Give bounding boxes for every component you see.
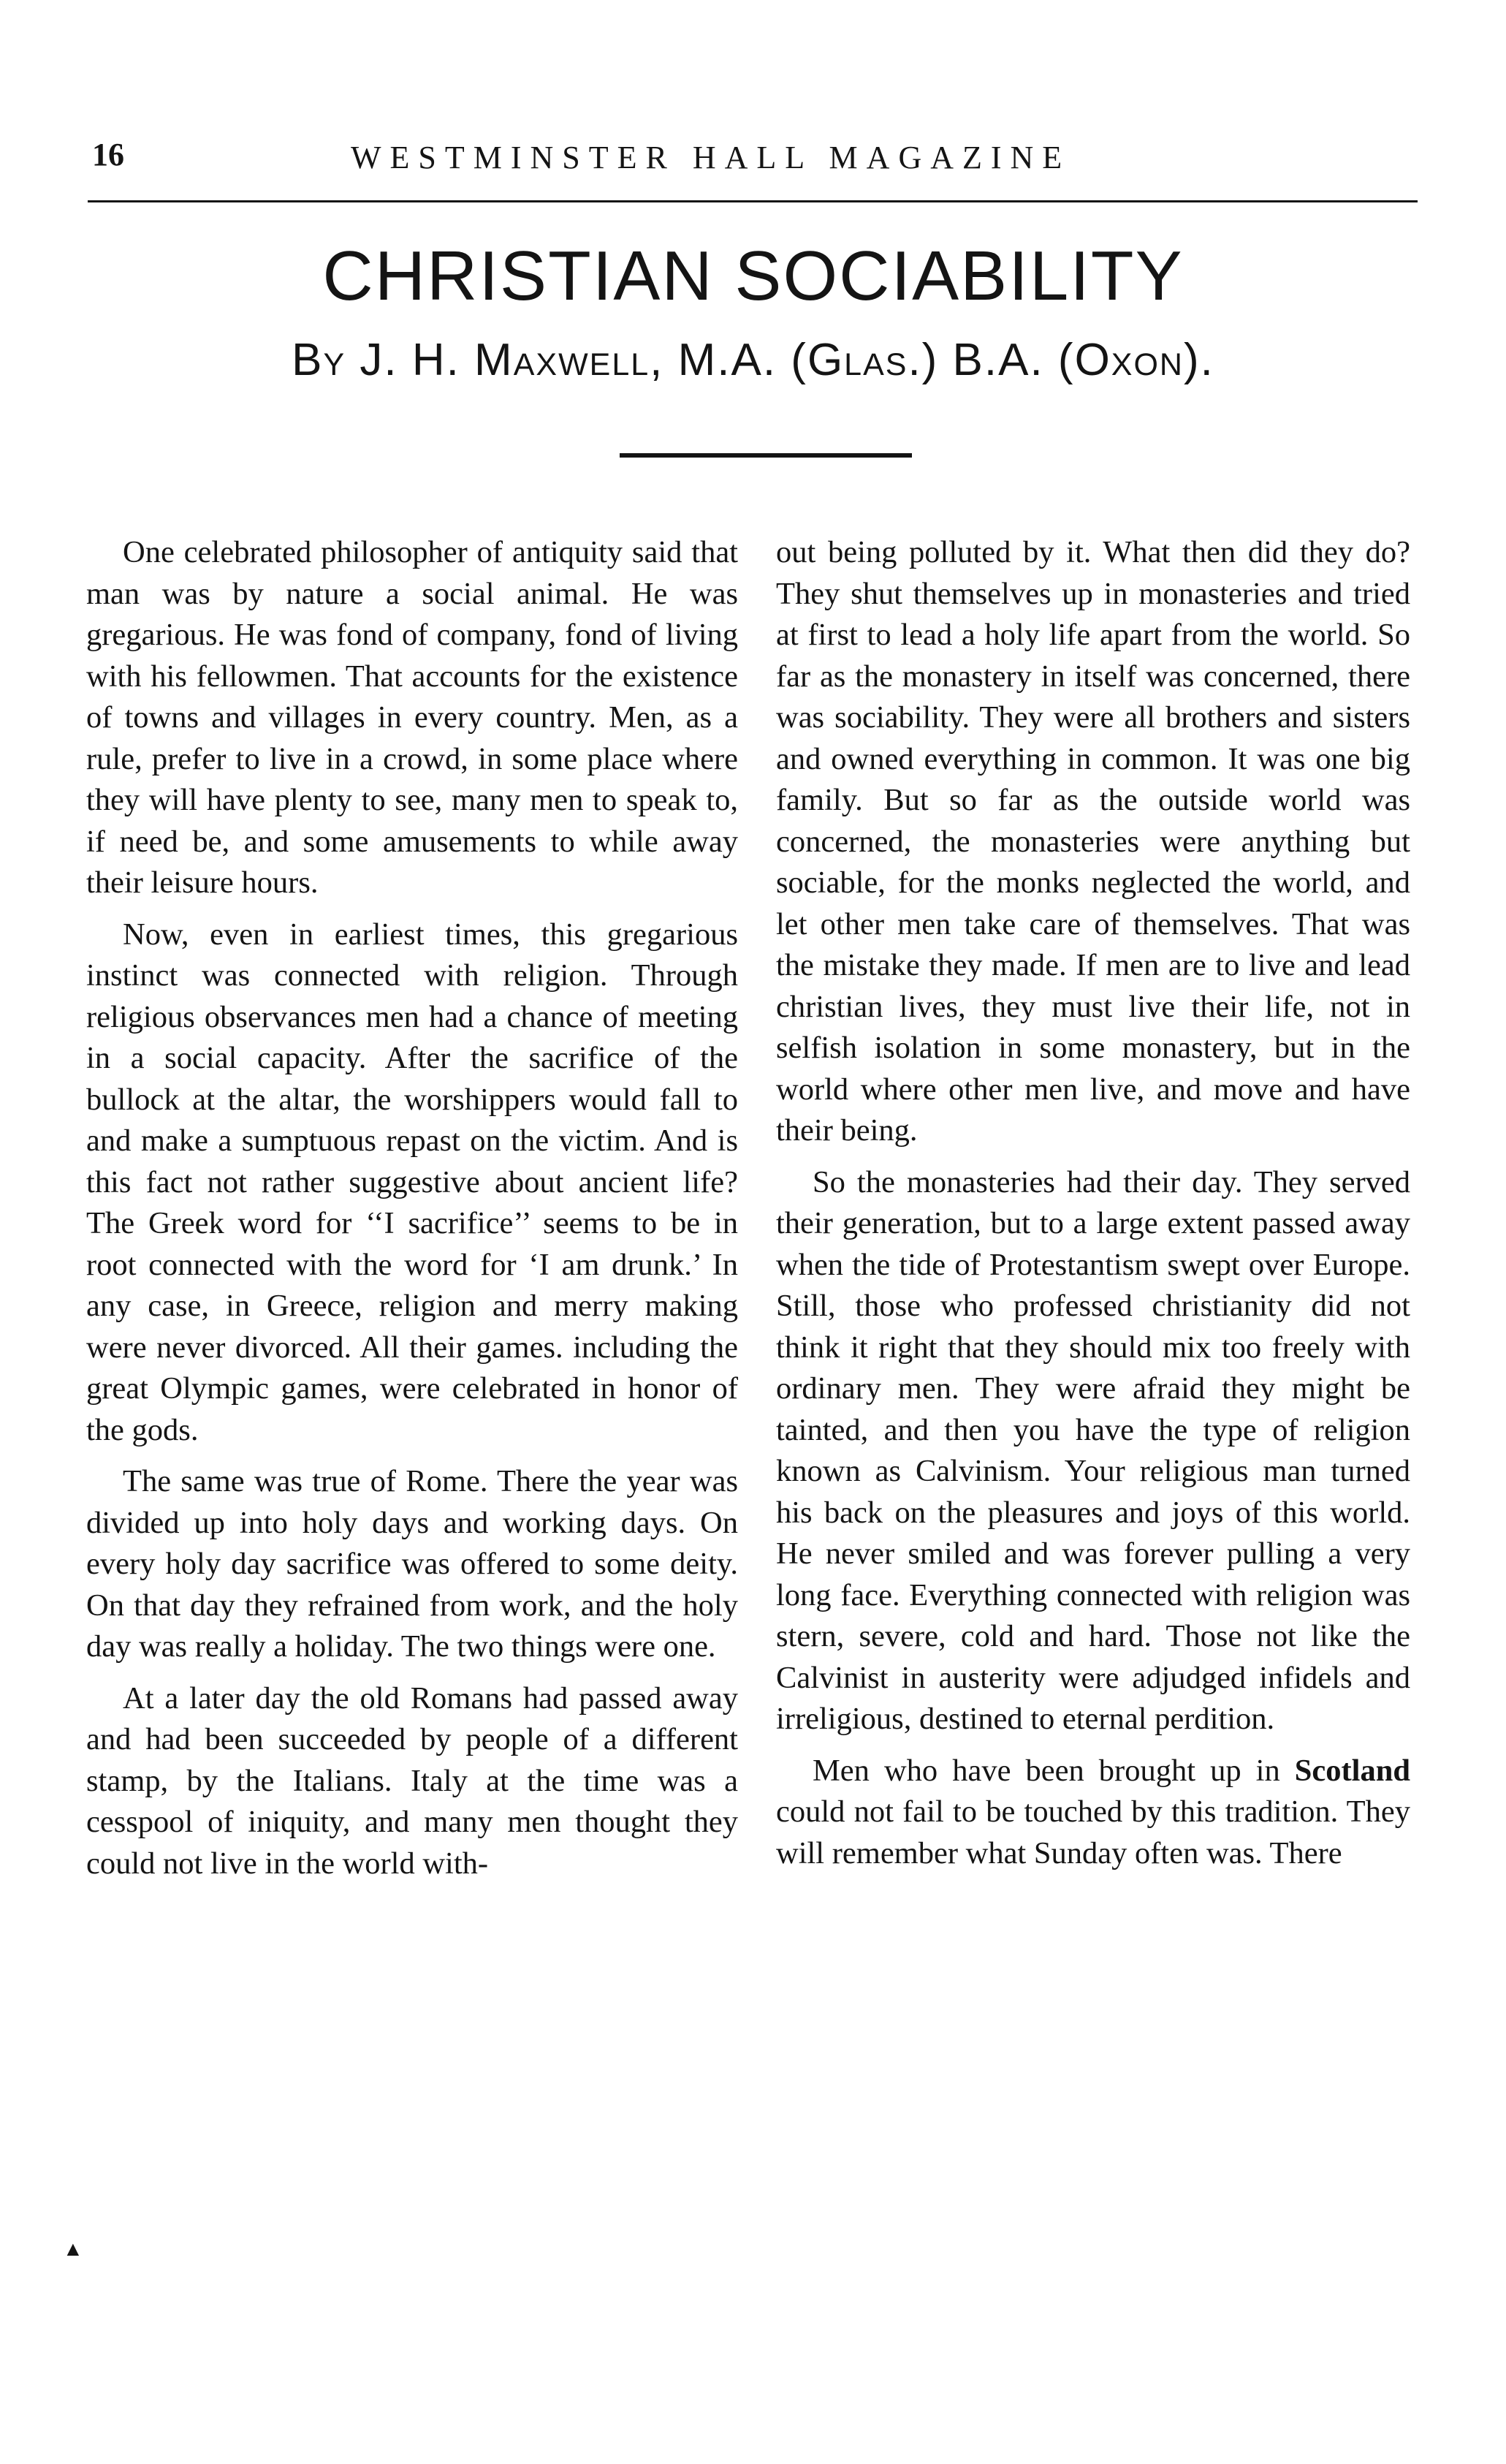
paragraph-text: could not fail to be touched by this tradition. They will remember what Sunday often was. There [776,1794,1410,1870]
paragraph: Now, even in earliest times, this gregarious instinct was connected with religion. Through religious observances men had a chance of meeting in a social capacity. After the sacrifice of the bullock at the altar, the worshippers would fall to and make a sumptuous repast on the victim. And is this fact not rather suggestive about ancient life? The Greek word for ‘‘I sacrifice’’ seems to be in root connected with the word for ‘I am drunk.’ In any case, in Greece, religion and merry making were never divorced. All their games. including the great Olympic games, were celebrated in honor of the gods. [86,917,738,1447]
paragraph: One celebrated philosopher of antiquity said that man was by nature a social animal. He was gregarious. He was fond of company, fond of living with his fellowmen. That accounts for the existence of towns and villages in every country. Men, as a rule, prefer to live in a crowd, in some place where they will have plenty to see, many men to speak to, if need be, and some amusements to while away their leisure hours. [86,535,738,900]
title-rule [620,453,912,458]
paragraph: So the monasteries had their day. They served their generation, but to a large extent passed away when the tide of Protestantism swept over Europe. Still, those who professed christianity did not think it right that they should mix too freely with ordinary men. They were afraid they might be tainted, and then you have the type of religion known as Calvinism. Your religious man turned his back on the pleasures and joys of this world. He never smiled and was forever pulling a very long face. Everything connected with religion was stern, severe, cold and hard. Those not like the Calvinist in austerity were adjudged infidels and irreligious, destined to eternal perdition. [776,1164,1410,1736]
header-rule [88,200,1418,202]
paragraph-text: Men who have been brought up in [813,1753,1280,1788]
running-head: WESTMINSTER HALL MAGAZINE [351,140,1071,175]
bold-word: Scotland [1294,1753,1410,1788]
article-title: CHRISTIAN SOCIABILITY [322,237,1184,315]
paragraph-last [776,1751,1410,1875]
paragraph: out being polluted by it. What then did they do? They shut themselves up in monasteries and tried at first to lead a holy life apart from the world. So far as the monastery in itself was concerned, there was sociability. They were all brothers and sisters and owned everything in common. It was one big family. But so far as the outside world was concerned, the monasteries were anything but sociable, for the monks neglected the world, and let other men take care of themselves. That was the mistake they made. If men are to live and lead christian lives, they must live their life, not in selfish isolation in some monastery, but in the world where other men live, and move and have their being. [776,535,1410,1148]
right-column [776,532,1410,1884]
margin-bullet-icon: ▲ [63,2238,83,2261]
paragraph: At a later day the old Romans had passed away and had been succeeded by people of a different stamp, by the Italians. Italy at the time was a cesspool of iniquity, and many men thought they could not live in the world with- [86,1680,738,1881]
page-number: 16 [92,137,124,173]
paragraph: The same was true of Rome. There the year was divided up into holy days and working days. On every holy day sacrifice was offered to some deity. On that day they refrained from work, and the holy day was really a holiday. The two things were one. [86,1464,738,1664]
left-column [86,532,738,1895]
article-byline: By J. H. Maxwell, M.A. (Glas.) B.A. (Oxon). [292,335,1214,385]
